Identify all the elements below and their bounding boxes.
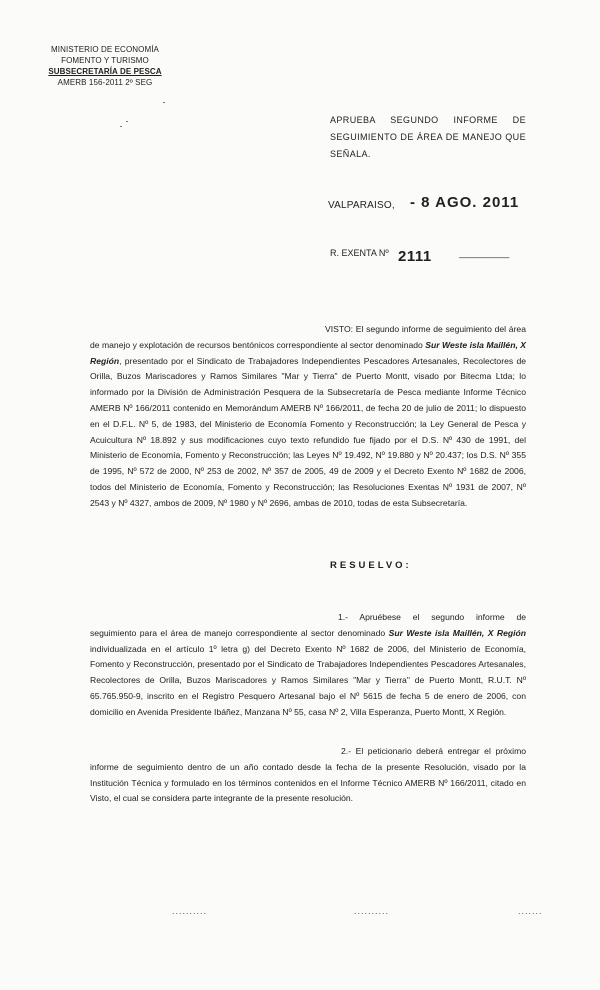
footer-dots-left: .......... — [172, 906, 208, 916]
visto-sector: Sur Weste isla Maillén, X Región — [90, 339, 526, 366]
footer-dots-right: ....... — [518, 906, 543, 916]
visto-lead: VISTO: El segundo informe de seguimiento — [325, 324, 492, 334]
exenta-label-text: R. EXENTA Nº — [330, 248, 389, 258]
subsecretaria-name: SUBSECRETARÍA DE PESCA — [48, 67, 162, 76]
resuelvo-heading: RESUELVO: — [330, 560, 412, 571]
ministry-name: MINISTERIO DE ECONOMÍA — [51, 45, 159, 54]
scan-speck — [163, 102, 165, 103]
item-2-lead: 2.- El peticionario deberá entregar el — [341, 746, 491, 756]
item-2-paragraph — [90, 744, 526, 807]
visto-text-2: , presentado por el Sindicato de Trabajadores Independientes Pescadores Artesanales, Recolectores de Orilla, Buzos Mariscadores y Ramos Similares "Mar y Tierra" de Puerto Montt, visado por Bitecma Ltda; lo informado por la División de Administración Pesquera de la Subsecretaría de Pesca mediante Informe Técnico AMERB Nº 166/2011 contenido en Memorándum AMERB Nº 166/2011, de fecha 20 de julio de 2011; lo dispuesto en el D.F.L. Nº 5, de 1983, del Ministerio de Economía Fomento y Reconstrucción; la Ley General de Pesca y Acuicultura Nº 18.892 y sus modificaciones cuyo texto refundido fue fijado por el D.S. Nº 430 de 1991, del Ministerio de Economía, Fomento y Reconstrucción; las Leyes Nº 19.492, Nº 19.880 y Nº 20.437; los D.S. Nº 355 de 1995, Nº 572 de 2000, Nº 253 de 2002, Nº 357 de 2005, 49 de 2009 y el Decreto Exento Nº 1682 de 2006, todos del Ministerio de Economía, Fomento y Reconstrucción; las Resoluciones Exentas Nº 1931 de 2007, Nº 2543 y Nº 4327, ambos de 2009, Nº 1980 y Nº 2696, ambas de 2010, todas de esta Subsecretaría. — [90, 355, 526, 508]
item-1-paragraph — [90, 610, 526, 721]
item-1-sector: Sur Weste isla Maillén, X Región — [388, 627, 526, 638]
file-reference: AMERB 156-2011 2º SEG — [57, 78, 153, 87]
scan-speck — [126, 121, 128, 122]
item-1-text-1: seguimiento para el área de manejo correspondiente al sector denominado — [90, 627, 389, 638]
ministry-division: FOMENTO Y TURISMO — [61, 56, 149, 65]
exenta-number: 2111 — [398, 248, 432, 265]
visto-text-1: del área de manejo y explotación de recursos bentónicos correspondiente al sector denominado — [90, 324, 526, 350]
ministry-header — [20, 44, 190, 88]
scan-speck — [120, 126, 122, 127]
item-1-text-2: individualizada en el artículo 1º letra g) del Decreto Exento Nº 1682 de 2006, del Ministerio de Economía, Fomento y Reconstrucción, presentado por el Sindicato de Trabajadores Independientes Pescadores Artesanales, Recolectores de Orilla, Buzos Mariscadores y Ramos Similares "Mar y Tierra" de Puerto Montt, R.U.T. Nº 65.765.950-9, inscrito en el Registro Pesquero Artesanal bajo el Nº 5615 de fecha 5 de enero de 2006, con domicilio en Avenida Presidente Ibáñez, Manzana Nº 55, casa Nº 2, Villa Esperanza, Puerto Montt, X Región. — [90, 643, 526, 717]
item-1-lead: 1.- Apruébese el segundo informe de — [338, 612, 526, 622]
item-2-text: próximo informe de seguimiento dentro de un año contado desde la fecha de la presente Resolución, visado por la Institución Técnica y formulado en los términos contenidos en el Informe Técnico AMERB Nº 166/2011, citado en Visto, el cual se considera parte integrante de la presente resolución. — [90, 746, 527, 804]
exenta-underline: __________ — [459, 248, 510, 258]
visto-paragraph — [90, 322, 526, 512]
place-label: VALPARAISO, — [328, 200, 395, 211]
document-date: - 8 AGO. 2011 — [410, 194, 520, 211]
footer-dots-middle: .......... — [354, 906, 390, 916]
document-subject: APRUEBA SEGUNDO INFORME DE SEGUIMIENTO DE ÁREA DE MANEJO QUE SEÑALA. — [330, 115, 526, 159]
